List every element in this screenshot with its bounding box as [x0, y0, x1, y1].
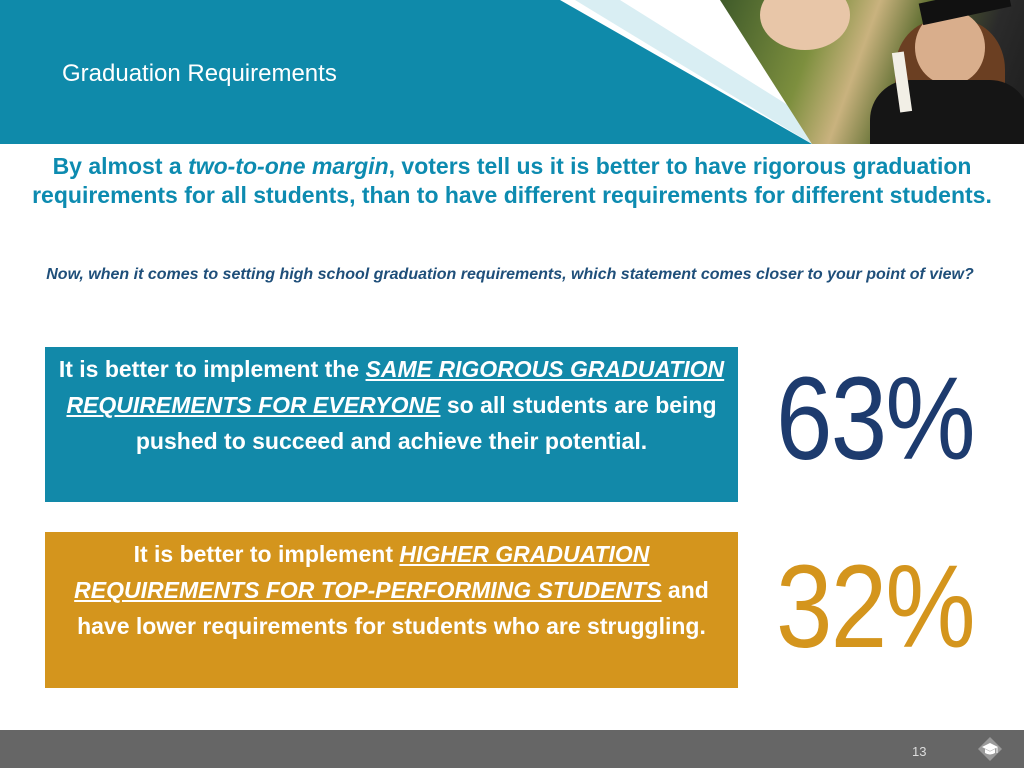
option-highlight: SAME RIGOROUS GRADUATION REQUIREMENTS FOR EVERYONE [66, 356, 725, 418]
headline-part1: By almost a [52, 153, 189, 179]
page-number: 13 [912, 744, 927, 759]
headline-part2: , voters tell us it is better to have rigorous graduation requirements for all students, than to have different requirements for different students. [32, 153, 992, 208]
option-text-before: It is better to implement the [58, 356, 366, 382]
option-text-after: so all students are being pushed to succeed and achieve their potential. [135, 392, 717, 454]
footer-bar [0, 730, 1024, 768]
slide-title: Graduation Requirements [62, 60, 337, 87]
survey-question: Now, when it comes to setting high school graduation requirements, which statement comes closer to your point of view? [46, 266, 974, 283]
percent-higher-requirements: 32% [776, 541, 974, 673]
option-same-requirements [45, 347, 738, 502]
graduation-cap-icon [975, 734, 1005, 764]
percent-same-requirements: 63% [776, 353, 974, 485]
option-text-after: and have lower requirements for students who are struggling. [77, 577, 709, 639]
option-highlight: HIGHER GRADUATION REQUIREMENTS FOR TOP-PERFORMING STUDENTS [74, 541, 662, 603]
option-higher-requirements [45, 532, 738, 688]
headline-emphasis: two-to-one margin [188, 153, 389, 179]
headline [12, 152, 1012, 210]
option-text-before: It is better to implement [133, 541, 400, 567]
